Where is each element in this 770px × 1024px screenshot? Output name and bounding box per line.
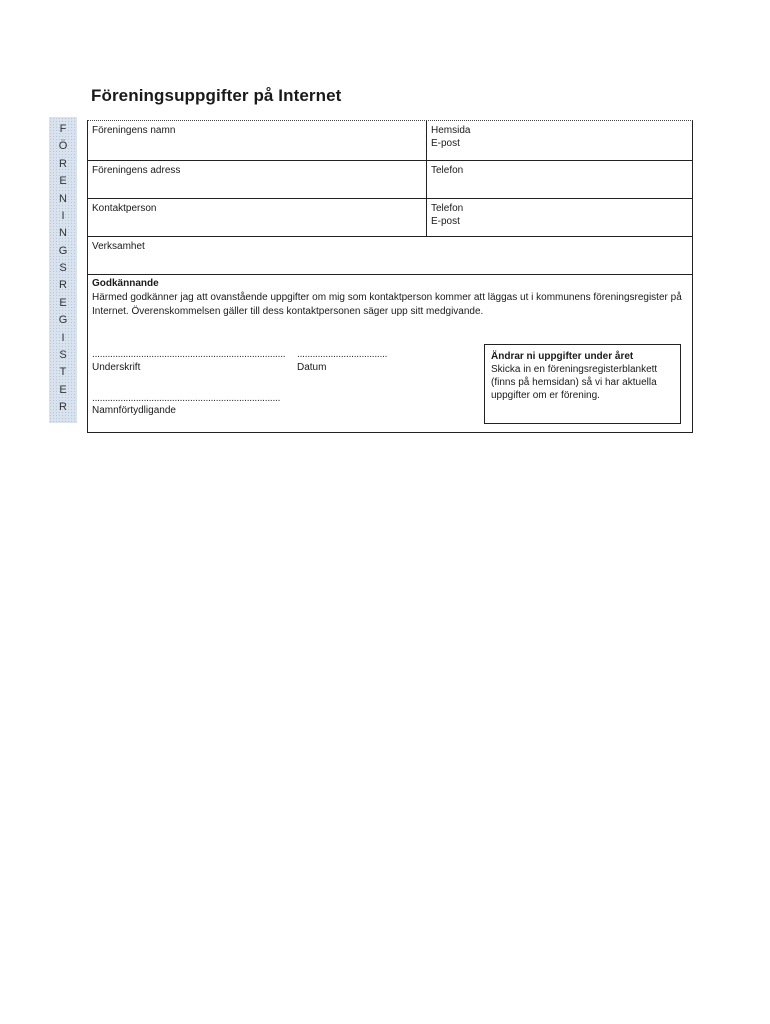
date-label: Datum [297,362,327,373]
name-clarification-label: Namnförtydligande [92,405,176,416]
side-letter: Ö [58,140,68,153]
label-website: Hemsida [431,125,471,136]
cell-contact-phone-email[interactable] [426,199,692,236]
side-letter: G [58,244,68,257]
side-letter: E [59,296,67,309]
label-contact-person: Kontaktperson [92,203,157,214]
approval-heading: Godkännande [92,278,159,289]
approval-text: Härmed godkänner jag att ovanstående uppgifter om mig som kontaktperson kommer att läggas ut i kommunens föreningsregister på Internet. Överenskommelsen gäller till dess kontaktpersonen säger upp sitt medgivande. [92,292,682,317]
label-email: E-post [431,138,460,149]
side-letter: I [61,209,65,222]
date-line[interactable]: ................................... [297,349,388,360]
side-letter: S [59,348,67,361]
row-association-address[interactable] [88,161,692,199]
label-association-address: Föreningens adress [92,165,181,176]
side-letter: I [61,331,65,344]
notice-text: Skicka in en föreningsregisterblankett (finns på hemsidan) så vi har aktuella uppgifter om er förening. [491,364,658,401]
cell-website-email[interactable] [426,121,692,160]
row-activity[interactable] [88,237,692,275]
label-phone: Telefon [431,165,464,176]
row-contact-person[interactable] [88,199,692,237]
cell-phone[interactable] [426,161,692,198]
side-letter: R [59,401,67,413]
registration-form [87,120,693,433]
side-letter: S [59,262,67,274]
label-contact-phone: Telefon [431,203,464,214]
row-association-name[interactable] [88,121,692,161]
side-letter: E [59,383,67,396]
name-clarification-line[interactable]: ......................................................................... [92,393,281,404]
side-letter: F [59,123,67,135]
signature-line[interactable]: ........................................................................... [92,349,286,360]
side-letter: G [58,314,68,327]
notice-heading: Ändrar ni uppgifter under året [491,351,634,362]
side-letter: T [59,366,67,379]
side-strip-vertical-label [49,117,77,423]
side-letter: R [59,157,67,170]
label-activity: Verksamhet [92,241,145,252]
page-title: Föreningsuppgifter på Internet [91,86,342,105]
side-letter: N [59,227,67,240]
side-letter: R [59,279,67,292]
side-letter: E [59,175,67,188]
approval-section [92,277,682,319]
label-association-name: Föreningens namn [92,125,176,136]
notice-box [484,344,681,424]
side-letter: N [59,192,67,205]
signature-label: Underskrift [92,362,141,373]
label-contact-email: E-post [431,216,460,227]
